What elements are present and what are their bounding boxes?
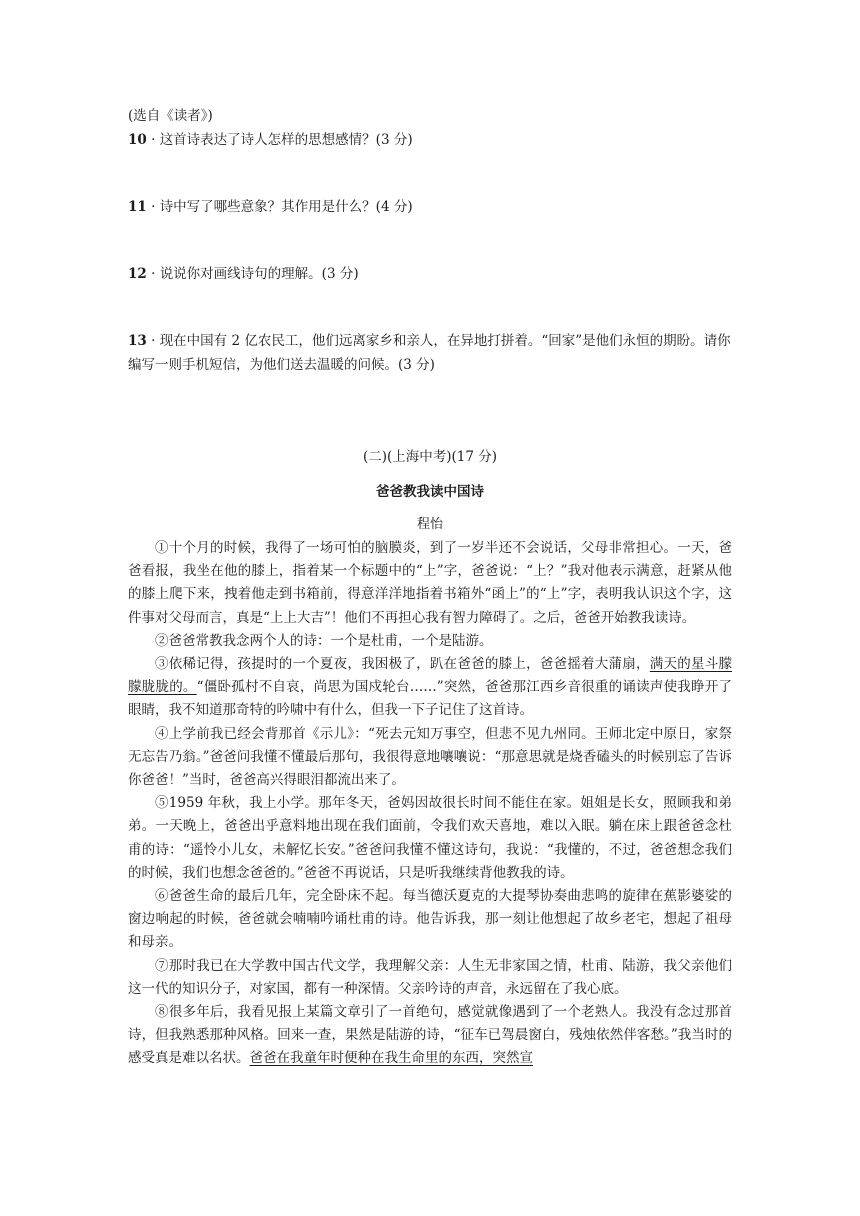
article-body (128, 537, 732, 1071)
question-12 (128, 262, 732, 286)
question-text: 诗中写了哪些意象？其作用是什么？(4 分) (159, 199, 413, 215)
answer-space (128, 286, 732, 329)
question-number: 10 (128, 132, 147, 148)
paragraph-text: ⑥爸爸生命的最后几年，完全卧床不起。每当德沃夏克的大提琴协奏曲悲鸣的旋律在蕉影婆娑的窗边响起的时候，爸爸就会喃喃吟诵杜甫的诗。他告诉我，那一刻让他想起了故乡老宅，想起了祖母和母亲。 (128, 888, 732, 951)
question-11 (128, 195, 732, 219)
paragraph-text: ②爸爸常教我念两个人的诗：一个是杜甫，一个是陆游。 (155, 632, 493, 649)
question-number: 13 (128, 333, 147, 349)
paragraph-3 (128, 653, 732, 723)
paragraph-text: ④上学前我已经会背那首《示儿》：“死去元知万事空，但悲不见九州同。王师北定中原日，家祭无忘告乃翁。”爸爸问我懂不懂最后那句，我很得意地嚷嚷说：“那意思就是烧香磕头的时候别忘了告诉你爸爸！”当时，爸爸高兴得眼泪都流出来了。 (128, 725, 732, 789)
paragraph-2 (128, 630, 732, 653)
answer-space (128, 377, 732, 445)
section-heading: (二)(上海中考)(17 分) (362, 449, 498, 465)
question-text: 说说你对画线诗句的理解。(3 分) (159, 266, 359, 282)
question-13 (128, 329, 732, 377)
paragraph-6 (128, 885, 732, 955)
paragraph-4 (128, 723, 732, 793)
question-separator: · (151, 266, 156, 282)
question-text: 现在中国有 2 亿农民工，他们远离家乡和亲人，在异地打拼着。“回家”是他们永恒的期盼。请你编写一则手机短信，为他们送去温暖的问候。(3 分) (128, 333, 731, 373)
paragraph-text: ③依稀记得，孩提时的一个夏夜，我困极了，趴在爸爸的膝上，爸爸摇着大蒲扇， (155, 656, 650, 673)
exam-page (128, 104, 732, 1071)
question-number: 11 (128, 199, 147, 215)
paragraph-1 (128, 537, 732, 630)
paragraph-8 (128, 1001, 732, 1071)
underlined-text: 满天的星斗朦朦胧胧的。 (128, 656, 733, 696)
paragraph-text: ⑦那时我已在大学教中国古代文学，我理解父亲：人生无非家国之情，杜甫、陆游，我父亲他们这一代的知识分子，对家国，都有一种深情。父亲吟诗的声音，永远留在了我心底。 (128, 957, 732, 997)
paragraph-text: ⑤1959 年秋，我上小学。那年冬天，爸妈因故很长时间不能住在家。姐姐是长女，照顾我和弟弟。一天晚上，爸爸出乎意料地出现在我们面前，令我们欢天喜地，难以入眠。躺在床上跟爸爸念杜甫的诗：“遥怜小儿女，未解忆长安。”爸爸问我懂不懂这诗句，我说：“我懂的，不过，爸爸想念我们的时候，我们也想念爸爸的。”爸爸不再说话，只是听我继续背他教我的诗。 (128, 795, 732, 881)
question-10 (128, 128, 732, 152)
question-text: 这首诗表达了诗人怎样的思想感情？(3 分) (159, 132, 413, 148)
question-separator: · (151, 333, 156, 349)
source-note: (选自《读者》) (128, 108, 213, 124)
article-title: 爸爸教我读中国诗 (376, 484, 484, 500)
article-author: 程怡 (416, 517, 443, 532)
paragraph-5 (128, 792, 732, 885)
paragraph-text: ①十个月的时候，我得了一场可怕的脑膜炎，到了一岁半还不会说话，父母非常担心。一天，爸爸看报，我坐在他的膝上，指着某一个标题中的“上”字，爸爸说：“上？”我对他表示满意，赶紧从他的膝上爬下来，拽着他走到书箱前，得意洋洋地指着书箱外“函上”的“上”字，表明我认识这个字，这件事对父母而言，真是“上上大吉”！他们不再担心我有智力障碍了。之后，爸爸开始教我读诗。 (128, 540, 732, 626)
underlined-text: 爸爸在我童年时便种在我生命里的东西，突然宣 (249, 1050, 533, 1067)
paragraph-text: “僵卧孤村不自哀，尚思为国戍轮台……”突然，爸爸那江西乡音很重的诵读声使我睁开了眼睛，我不知道那奇特的吟啸中有什么，但我一下子记住了这首诗。 (128, 679, 732, 719)
paragraph-text: ⑧很多年后，我看见报上某篇文章引了一首绝句，感觉就像遇到了一个老熟人。我没有念过那首诗，但我熟悉那种风格。回来一查，果然是陆游的诗，“征车已驾晨窗白，残烛依然伴客愁。”我当时的感受真是难以名状。 (128, 1004, 732, 1067)
answer-space (128, 152, 732, 195)
paragraph-7 (128, 955, 732, 1001)
question-separator: · (151, 199, 156, 215)
question-separator: · (151, 132, 156, 148)
answer-space (128, 219, 732, 262)
question-number: 12 (128, 266, 147, 282)
